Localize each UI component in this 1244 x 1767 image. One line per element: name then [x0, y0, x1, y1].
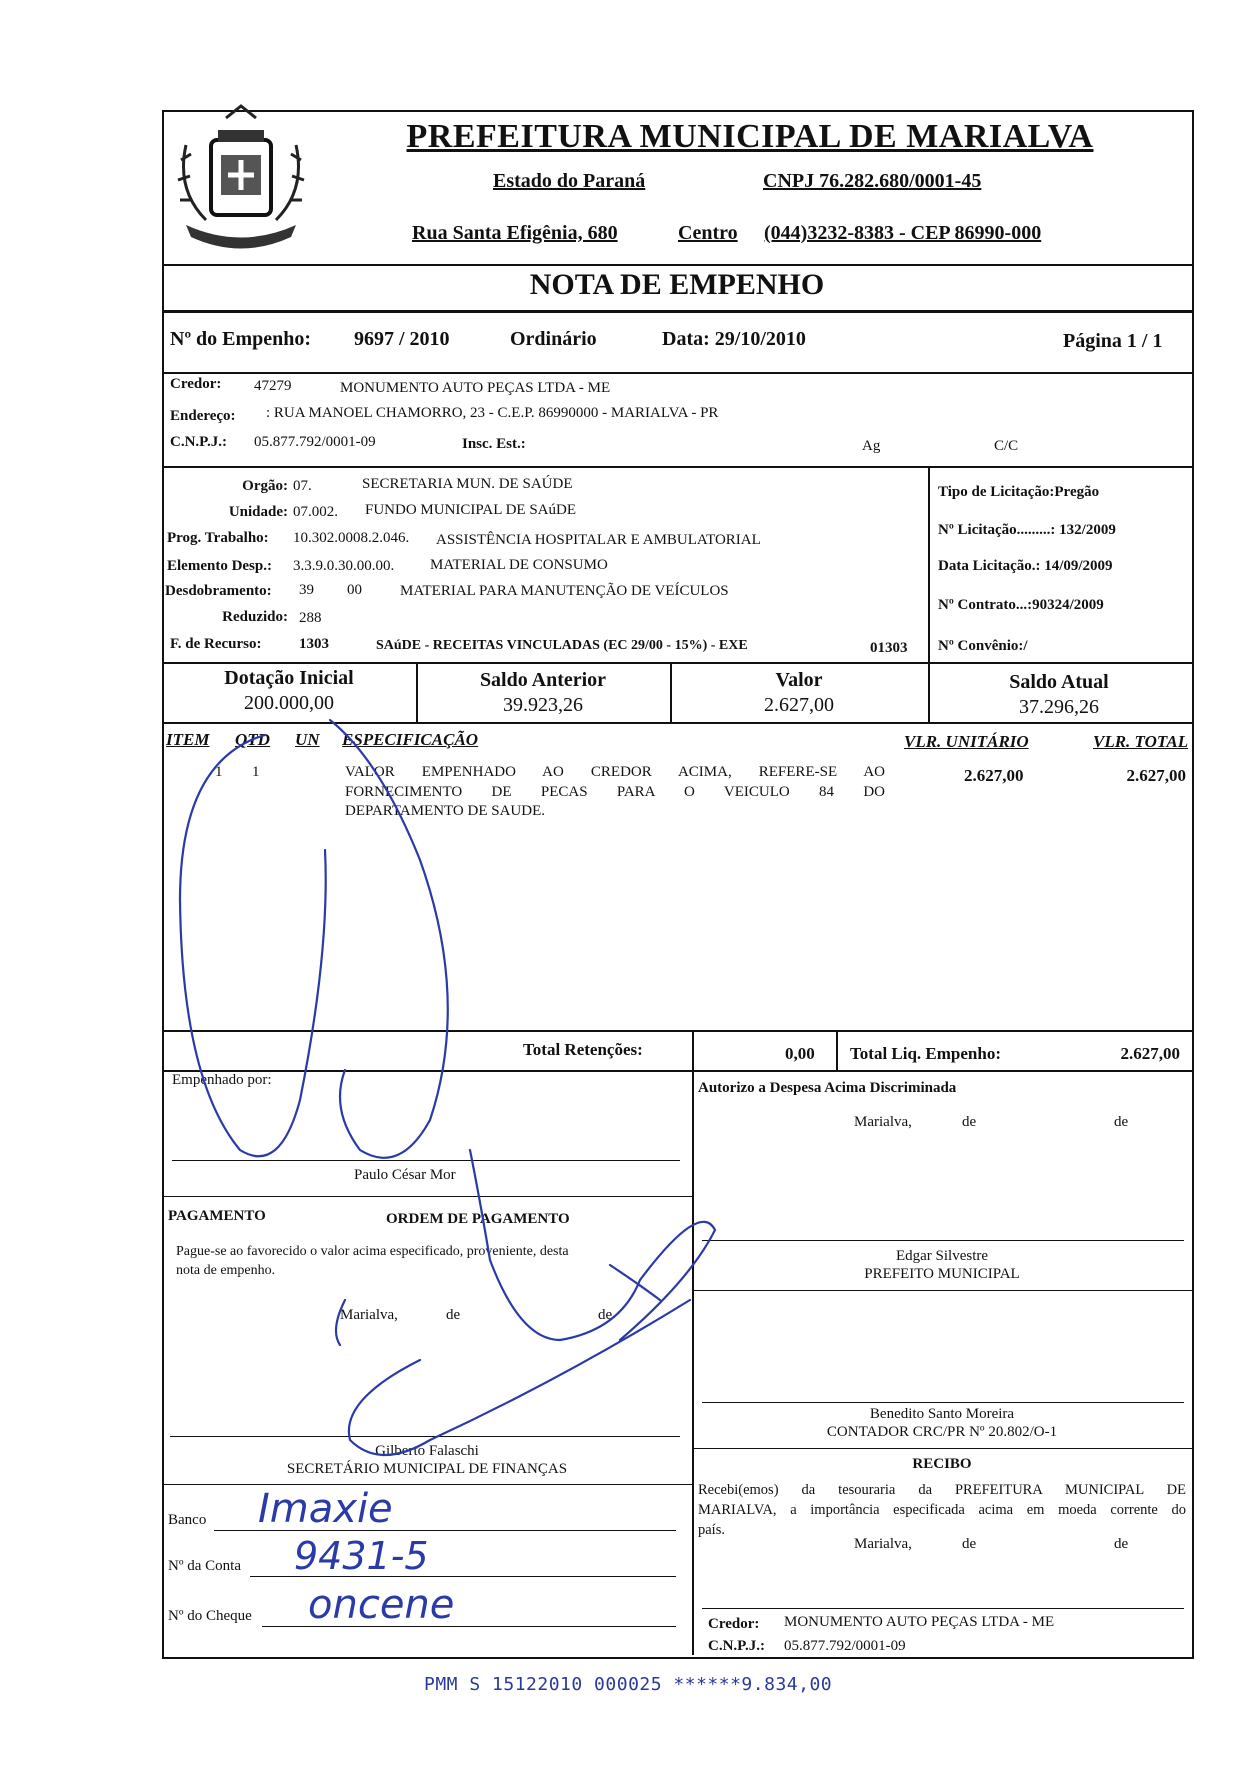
conta-handwritten: 9431-5 — [294, 1534, 429, 1578]
contador-title: CONTADOR CRC/PR Nº 20.802/O-1 — [826, 1424, 1058, 1440]
de-3: de — [446, 1307, 461, 1323]
de-4: de — [598, 1307, 613, 1323]
valor-value: 2.627,00 — [764, 694, 834, 716]
desd-label: Desdobramento: — [165, 583, 272, 599]
licitacao-contrato: Nº Contrato...:90324/2009 — [938, 597, 1104, 613]
ag-label: Ag — [862, 438, 881, 454]
doc-title: NOTA DE EMPENHO — [529, 268, 825, 301]
benedito-name: Benedito Santo Moreira — [869, 1406, 1015, 1422]
col-vlr-unitario: VLR. UNITÁRIO — [904, 732, 1029, 751]
licitacao-num: Nº Licitação.........: 132/2009 — [938, 522, 1116, 538]
de-6: de — [1114, 1536, 1129, 1552]
recibo-line3: país. — [698, 1522, 725, 1538]
elem-code: 3.3.9.0.30.00.00. — [293, 558, 395, 574]
prog-label: Prog. Trabalho: — [167, 530, 269, 546]
cnpj-header: CNPJ 76.282.680/0001-45 — [763, 170, 982, 192]
recurso-code2: 01303 — [870, 640, 908, 656]
orgao-label: Orgão: — [242, 478, 288, 494]
marialva-2: Marialva, — [340, 1307, 398, 1323]
empenhado-label: Empenhado por: — [172, 1072, 272, 1088]
pagamento-label: PAGAMENTO — [168, 1208, 266, 1224]
total-retencoes-value: 0,00 — [785, 1044, 815, 1063]
orgao-code: 07. — [293, 478, 312, 494]
unidade-label: Unidade: — [228, 504, 288, 520]
item-desc-line1: VALOR EMPENHADO AO CREDOR ACIMA, REFERE-SE AO — [345, 764, 885, 780]
item-total-value: 2.627,00 — [1126, 766, 1186, 785]
recibo-line1: Recebi(emos) da tesouraria da PREFEITURA MUNICIPAL DE — [698, 1482, 1186, 1498]
endereco-value: : RUA MANOEL CHAMORRO, 23 - C.E.P. 86990000 - MARIALVA - PR — [266, 405, 719, 421]
desd-b: 00 — [347, 582, 362, 598]
licitacao-data: Data Licitação.: 14/09/2009 — [938, 558, 1113, 574]
gilberto-name: Gilberto Falaschi — [375, 1443, 479, 1459]
cheque-handwritten: oncene — [308, 1582, 455, 1628]
secretario-title: SECRETÁRIO MUNICIPAL DE FINANÇAS — [286, 1461, 568, 1477]
prog-code: 10.302.0008.2.046. — [293, 530, 410, 546]
recibo-credor-name: MONUMENTO AUTO PEÇAS LTDA - ME — [784, 1614, 1055, 1630]
licitacao-convenio: Nº Convênio:/ — [938, 638, 1028, 654]
de-2: de — [1114, 1114, 1129, 1130]
item-qtd: 1 — [252, 764, 260, 780]
item-number: 1 — [215, 764, 223, 780]
paulo-name: Paulo César Mor — [354, 1167, 456, 1183]
estado-label: Estado do Paraná — [493, 170, 646, 192]
elem-name: MATERIAL DE CONSUMO — [430, 557, 608, 573]
desd-a: 39 — [299, 582, 314, 598]
total-retencoes-label: Total Retenções: — [523, 1040, 643, 1059]
recibo-credor-label: Credor: — [708, 1616, 760, 1632]
empenho-num: 9697 / 2010 — [354, 328, 450, 350]
recibo-cnpj-value: 05.877.792/0001-09 — [784, 1638, 906, 1654]
conta-label: Nº da Conta — [168, 1558, 241, 1574]
recurso-label: F. de Recurso: — [170, 636, 262, 652]
col-un: UN — [295, 730, 320, 749]
saldo-atual-label: Saldo Atual — [1009, 671, 1109, 693]
desd-name: MATERIAL PARA MANUTENÇÃO DE VEÍCULOS — [400, 583, 729, 599]
valor-label: Valor — [775, 669, 823, 691]
recibo-cnpj-label: C.N.P.J.: — [708, 1638, 765, 1654]
total-liq-label: Total Liq. Empenho: — [850, 1044, 1001, 1063]
de-1: de — [962, 1114, 977, 1130]
credor-name: MONUMENTO AUTO PEÇAS LTDA - ME — [340, 380, 611, 396]
address-phone-cep: (044)3232-8383 - CEP 86990-000 — [764, 222, 1042, 244]
address-street: Rua Santa Efigênia, 680 — [412, 222, 618, 244]
item-desc-line2: FORNECIMENTO DE PECAS PARA O VEICULO 84 DO — [345, 784, 885, 800]
recurso-code: 1303 — [299, 636, 329, 652]
item-unit-value: 2.627,00 — [964, 766, 1024, 785]
dotacao-label: Dotação Inicial — [224, 667, 354, 689]
prog-name: ASSISTÊNCIA HOSPITALAR E AMBULATORIAL — [436, 532, 761, 548]
credor-label: Credor: — [170, 376, 222, 392]
empenho-pagina: Página 1 / 1 — [1063, 330, 1163, 352]
reduz-value: 288 — [299, 610, 322, 626]
col-vlr-total: VLR. TOTAL — [1093, 732, 1189, 751]
cheque-label: Nº do Cheque — [168, 1608, 252, 1624]
banco-handwritten: Imaxie — [258, 1486, 393, 1532]
total-liq-value: 2.627,00 — [1120, 1044, 1180, 1063]
credor-code: 47279 — [254, 378, 292, 394]
pague-line1: Pague-se ao favorecido o valor acima especificado, proveniente, desta — [176, 1244, 569, 1259]
cnpj-label: C.N.P.J.: — [170, 434, 227, 450]
col-especificacao: ESPECIFICAÇÃO — [342, 730, 479, 749]
address-centro: Centro — [678, 222, 738, 244]
item-desc-line3: DEPARTAMENTO DE SAUDE. — [345, 803, 545, 819]
empenho-tipo: Ordinário — [510, 328, 597, 350]
saldo-anterior-label: Saldo Anterior — [479, 669, 607, 691]
cnpj-value: 05.877.792/0001-09 — [254, 434, 376, 450]
banco-label: Banco — [168, 1512, 207, 1528]
dotacao-value: 200.000,00 — [244, 692, 334, 714]
prefeito-title: PREFEITO MUNICIPAL — [864, 1266, 1020, 1282]
edgar-name: Edgar Silvestre — [895, 1248, 989, 1264]
cc-label: C/C — [994, 438, 1019, 454]
licitacao-tipo: Tipo de Licitação:Pregão — [938, 484, 1100, 500]
insc-label: Insc. Est.: — [462, 436, 526, 452]
unidade-name: FUNDO MUNICIPAL DE SAúDE — [365, 502, 576, 518]
elem-label: Elemento Desp.: — [167, 558, 272, 574]
empenho-data: Data: 29/10/2010 — [662, 328, 806, 350]
ordem-pagamento-label: ORDEM DE PAGAMENTO — [386, 1211, 570, 1227]
saldo-anterior-value: 39.923,26 — [503, 694, 583, 716]
orgao-name: SECRETARIA MUN. DE SAÚDE — [362, 476, 573, 492]
de-5: de — [962, 1536, 977, 1552]
bank-stamp: PMM S 15122010 000025 ******9.834,00 — [424, 1674, 833, 1695]
recibo-label: RECIBO — [912, 1456, 972, 1472]
col-qtd: QTD — [235, 730, 270, 749]
unidade-code: 07.002. — [293, 504, 338, 520]
marialva-3: Marialva, — [854, 1536, 912, 1552]
col-item: ITEM — [166, 730, 210, 749]
pague-line2: nota de empenho. — [176, 1263, 276, 1278]
marialva-1: Marialva, — [854, 1114, 912, 1130]
endereco-label: Endereço: — [170, 408, 236, 424]
recurso-name: SAúDE - RECEITAS VINCULADAS (EC 29/00 - 15%) - EXE — [376, 638, 748, 653]
saldo-atual-value: 37.296,26 — [1019, 696, 1099, 718]
reduz-label: Reduzido: — [222, 609, 288, 625]
empenho-num-label: Nº do Empenho: — [170, 328, 312, 350]
recibo-line2: MARIALVA, a importância especificada acima em moeda corrente do — [698, 1502, 1186, 1518]
prefeitura-title: PREFEITURA MUNICIPAL DE MARIALVA — [406, 118, 1094, 155]
autorizo-label: Autorizo a Despesa Acima Discriminada — [698, 1080, 957, 1096]
